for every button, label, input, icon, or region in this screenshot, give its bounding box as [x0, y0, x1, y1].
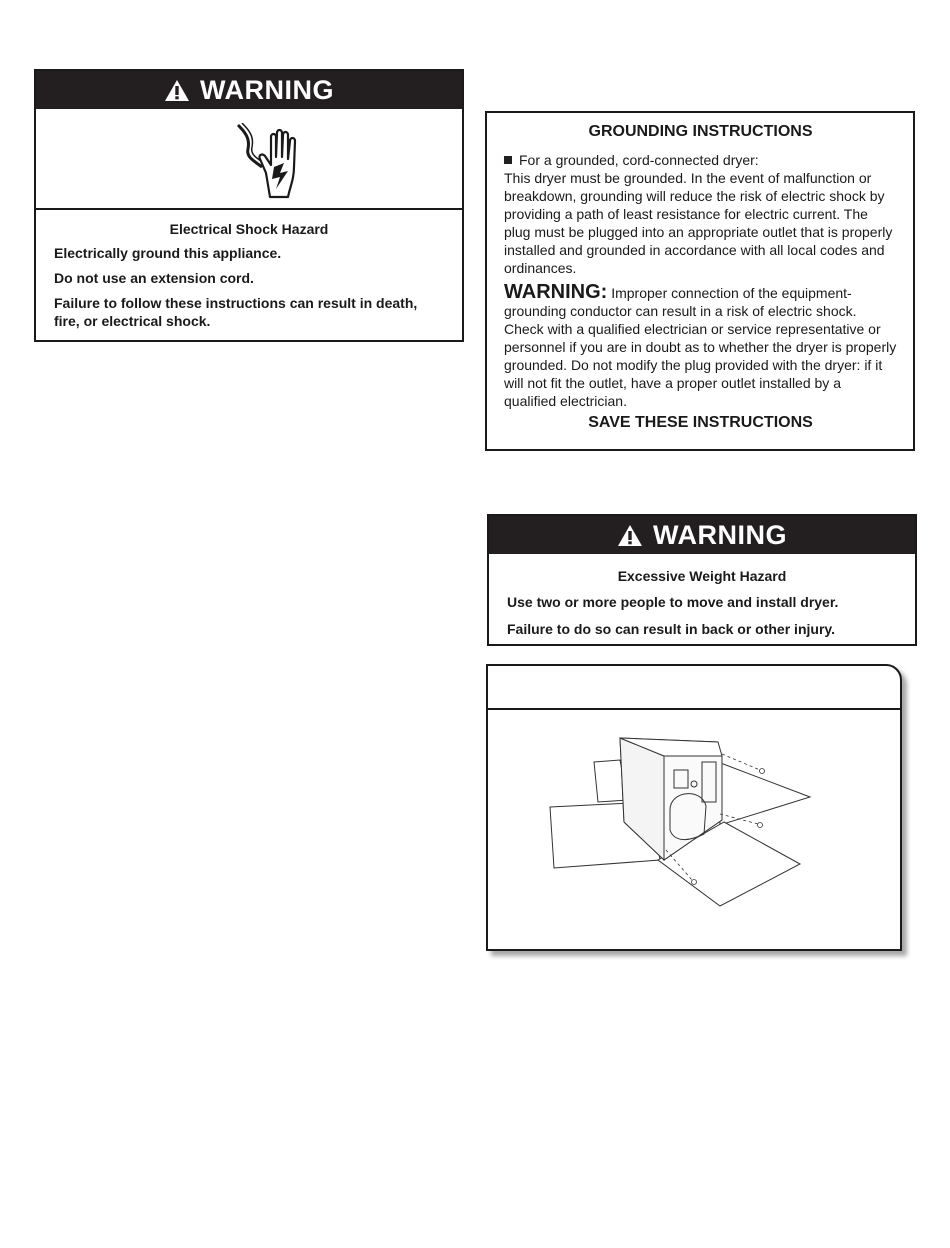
excessive-weight-warning — [487, 514, 917, 646]
electrical-shock-warning — [34, 69, 464, 342]
warning-header — [36, 71, 462, 109]
hazard-title: Excessive Weight Hazard — [617, 568, 787, 584]
warning-header-text: WARNING — [653, 519, 787, 550]
grounding-paragraph: This dryer must be grounded. In the event of malfunction or breakdown, grounding will reduce the risk of electric shock by providing a path of least resistance for electric current. The plug must be plugged into an appropriate outlet that is properly installed and grounded in accordance with all local codes and ordinances. — [504, 170, 893, 276]
grounding-bullet-text: For a grounded, cord-connected dryer: — [519, 152, 759, 168]
grounding-warning-paragraph — [504, 283, 897, 410]
square-bullet-icon — [504, 156, 512, 164]
warning-line: Electrically ground this appliance. — [54, 245, 282, 261]
save-instructions: SAVE THESE INSTRUCTIONS — [588, 414, 813, 431]
warning-line: Failure to do so can result in back or other injury. — [507, 621, 836, 637]
shock-icon-area — [36, 109, 462, 210]
grounding-instructions — [485, 111, 915, 451]
grounding-title: GROUNDING INSTRUCTIONS — [588, 123, 813, 140]
warning-line: Failure to follow these instructions can result in death, fire, or electrical shock. — [54, 295, 418, 329]
warning-triangle-icon — [164, 79, 190, 102]
electric-shock-hand-icon — [236, 123, 316, 199]
dryer-illustration-panel — [486, 664, 902, 951]
grounding-warning-word: WARNING: — [504, 281, 608, 303]
illustration-header — [488, 666, 900, 710]
hazard-title: Electrical Shock Hazard — [169, 221, 329, 237]
warning-line: Use two or more people to move and install dryer. — [507, 594, 839, 610]
warning-header — [489, 516, 915, 554]
dryer-on-carton-illustration — [488, 710, 900, 950]
warning-triangle-icon — [617, 524, 643, 547]
grounding-warning-text: Improper connection of the equipment-grounding conductor can result in a risk of electric shock. Check with a qualified electrician or service representative or personnel if you are in doubt as to whether the dryer is properly grounded. Do not modify the plug provided with the dryer: if it will not fit the outlet, have a proper outlet installed by a qualified electrician. — [504, 285, 897, 409]
warning-header-text: WARNING — [200, 74, 334, 105]
warning-line: Do not use an extension cord. — [54, 270, 254, 286]
